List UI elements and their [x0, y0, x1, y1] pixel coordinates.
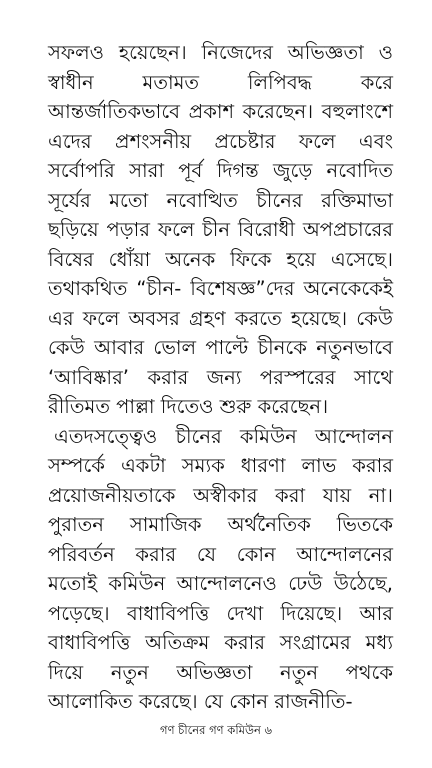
text-line: সর্বোপরি সারা পূর্ব দিগন্ত জুড়ে নবোদিত: [48, 159, 393, 182]
text-line: এদের প্রশংসনীয় প্রচেষ্টার ফলে এবং: [48, 129, 393, 153]
text-line: সূর্যের মতো নবোত্থিত চীনের রক্তিমাভা: [48, 188, 393, 212]
text-line: সফলও হয়েছেন। নিজেদের অভিজ্ঞতা ও: [48, 41, 393, 64]
page-footer: গণ চীনের গণ কমিউন ৬: [160, 723, 272, 737]
text-line: আলোকিত করেছে। যে কোন রাজনীতি-: [48, 690, 353, 713]
text-line: সম্পর্কে একটা সম্যক ধারণা লাভ করার: [48, 454, 393, 477]
text-line: আন্তর্জাতিকভাবে প্রকাশ করেছেন। বহুলাংশে: [48, 100, 393, 123]
text-line: ছড়িয়ে পড়ার ফলে চীন বিরোধী অপপ্রচারের: [48, 218, 393, 241]
text-line: এর ফলে অবসর গ্রহণ করতে হয়েছে। কেউ: [48, 306, 393, 330]
text-line: কেউ আবার ভোল পাল্টে চীনকে নতুনভাবে: [48, 336, 393, 359]
text-line: বাধাবিপত্তি অতিক্রম করার সংগ্রামের মধ্য: [48, 631, 393, 654]
text-line: রীতিমত পাল্লা দিতেও শুরু করেছেন।: [48, 395, 329, 418]
text-line: বিষের ধোঁয়া অনেক ফিকে হয়ে এসেছে।: [48, 247, 393, 271]
text-line: স্বাধীন মতামত লিপিবদ্ধ করে: [48, 70, 393, 94]
text-line: পরিবর্তন করার যে কোন আন্দোলনের: [48, 542, 393, 566]
text-line: পুরাতন সামাজিক অর্থনৈতিক ভিতকে: [48, 513, 393, 536]
text-line: মতোই কমিউন আন্দোলনেও ঢেউ উঠেছে,: [48, 572, 393, 595]
text-line: তথাকথিত “চীন- বিশেষজ্ঞ”দের অনেকেকেই: [48, 277, 393, 300]
text-line: ‘আবিষ্কার’ করার জন্য পরস্পরের সাথে: [48, 365, 393, 389]
text-line: পড়েছে। বাধাবিপত্তি দেখা দিয়েছে। আর: [48, 601, 393, 625]
text-line: প্রয়োজনীয়তাকে অস্বীকার করা যায় না।: [48, 483, 393, 507]
text-line: দিয়ে নতুন অভিজ্ঞতা নতুন পথকে: [48, 660, 393, 684]
text-line: এতদসত্ত্বেও চীনের কমিউন আন্দোলন: [54, 424, 393, 448]
